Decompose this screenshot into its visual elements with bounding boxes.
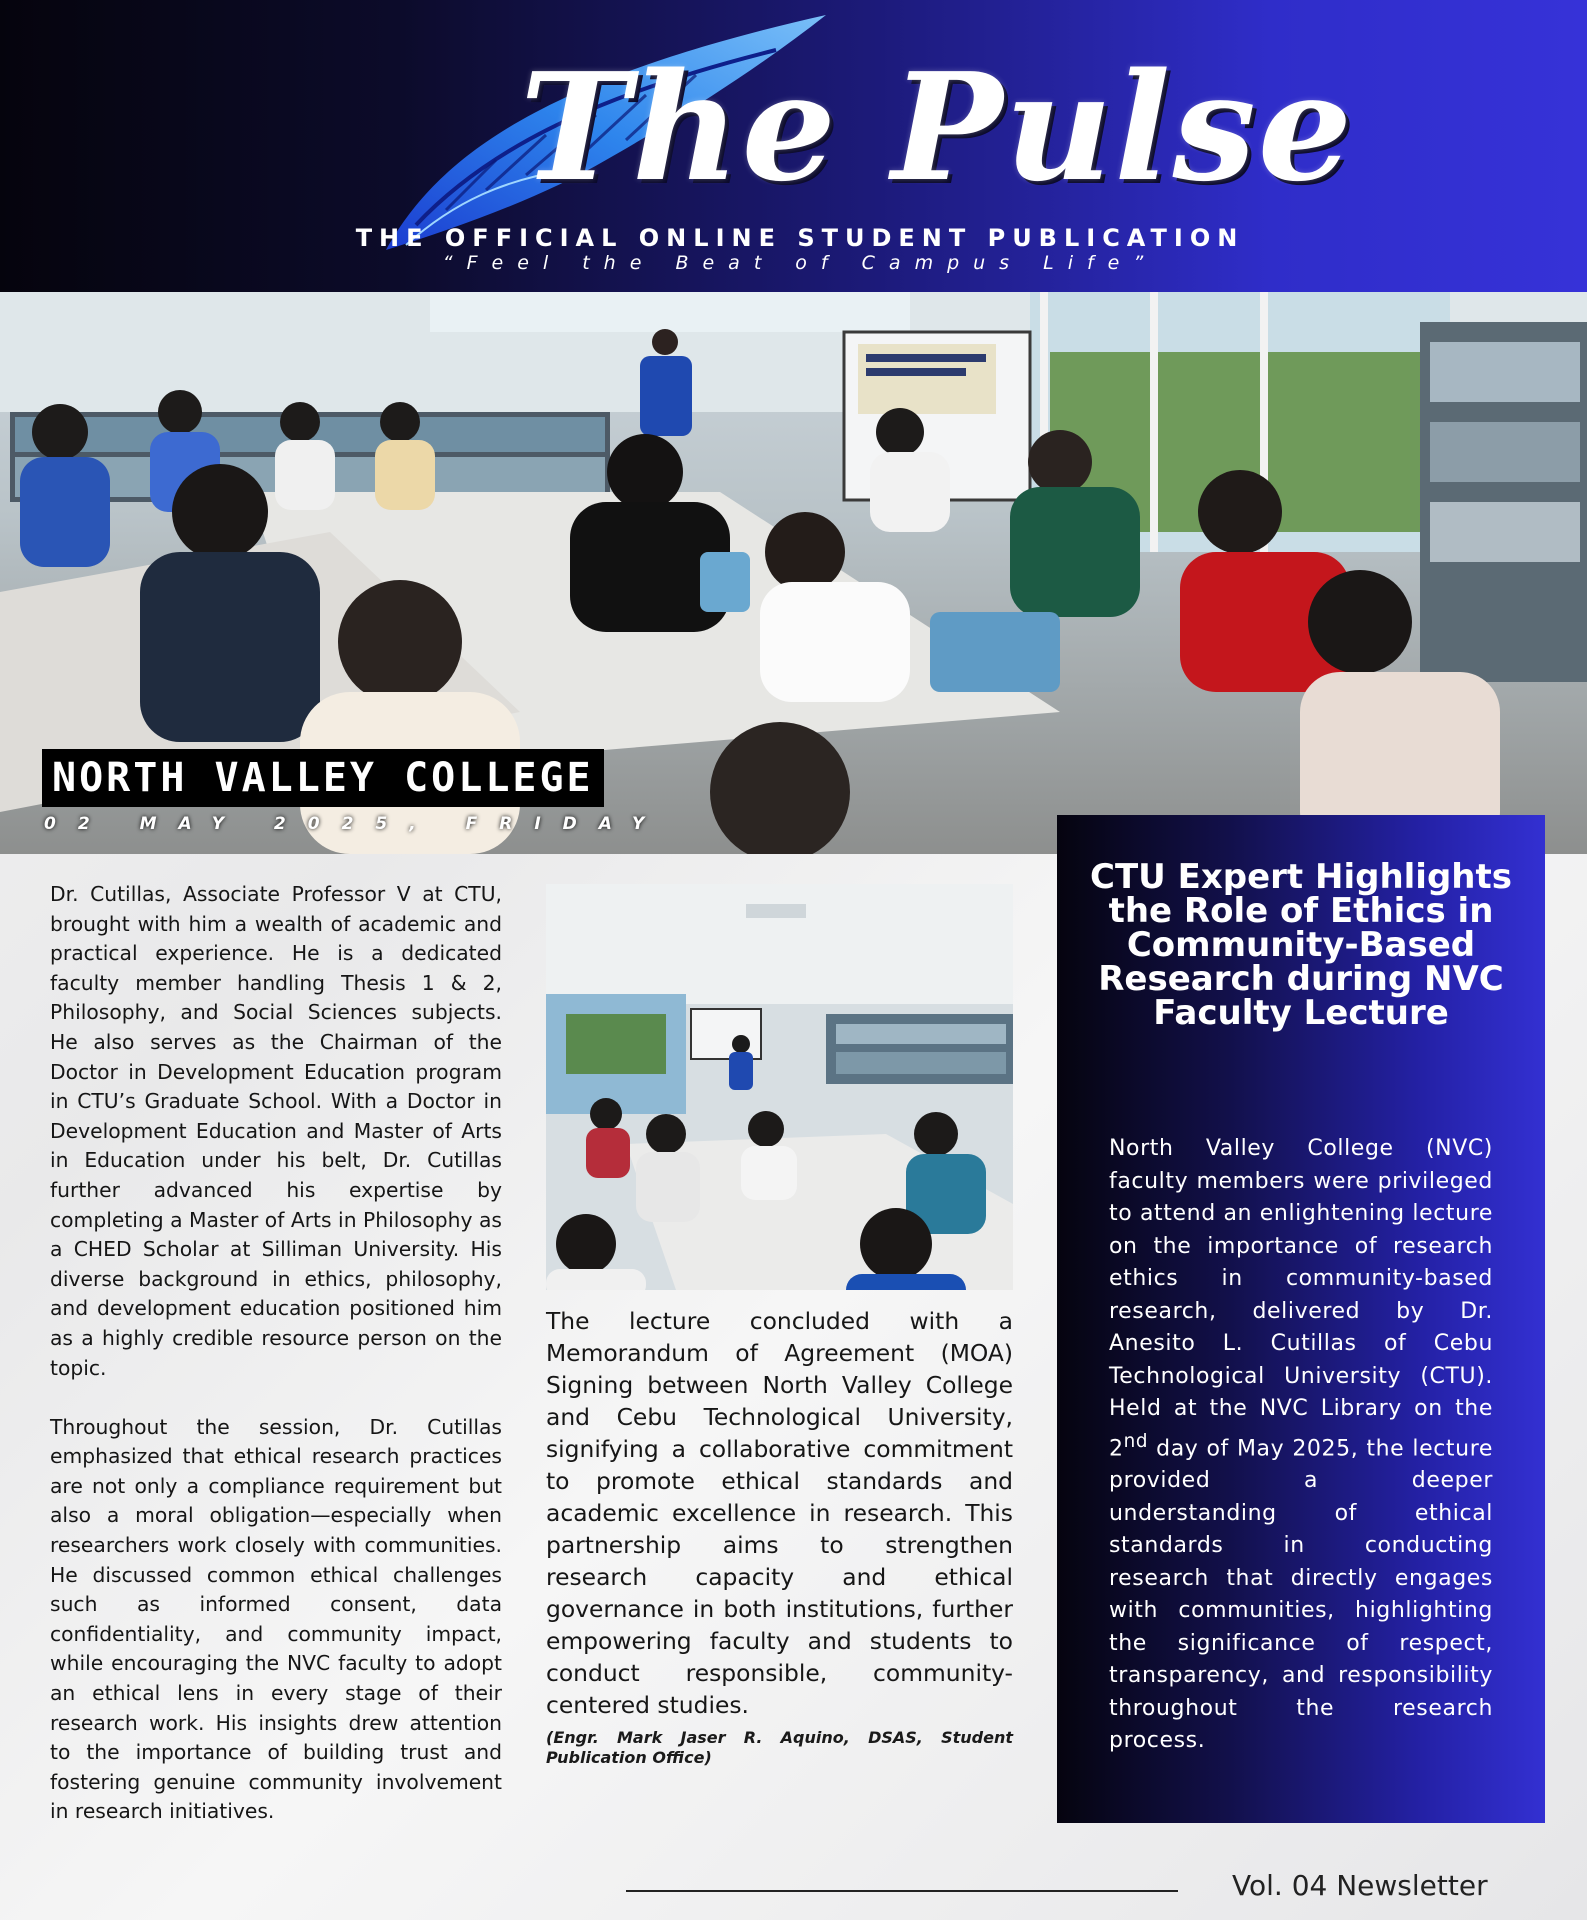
lead-text-after: day of May 2025, the lecture provided a deeper understanding of ethical standards in conducting research that directly engages with communities, highlighting the significance of respect, transparency, and responsibility throughout the research process. bbox=[1109, 1435, 1493, 1754]
publication-title: The Pulse bbox=[520, 40, 1355, 214]
article-column-left bbox=[50, 880, 502, 1857]
lead-ordinal-suffix: nd bbox=[1123, 1430, 1149, 1452]
hero-photo bbox=[0, 292, 1587, 854]
hero-date-label: 02 MAY 2025, FRIDAY bbox=[44, 814, 667, 834]
article-credit: (Engr. Mark Jaser R. Aquino, DSAS, Student Publication Office) bbox=[546, 1728, 1013, 1767]
footer-divider bbox=[626, 1890, 1178, 1892]
article-lead bbox=[1109, 1133, 1493, 1758]
article-paragraph-3: The lecture concluded with a Memorandum of Agreement (MOA) Signing between North Valley College and Cebu Technological University, signifying a collaborative commitment to promote ethical standards and academic excellence in research. This partnership aims to strengthen research capacity and ethical governance in both institutions, further empowering faculty and students to conduct responsible, community-centered studies. bbox=[546, 1307, 1013, 1719]
lead-text-before: North Valley College (NVC) faculty members were privileged to attend an enlightening lecture on the importance of research ethics in community-based research, delivered by Dr. Anesito L. Cutillas of Cebu Technological University (CTU). Held at the NVC Library on the 2 bbox=[1109, 1136, 1493, 1461]
publication-subtitle: THE OFFICIAL ONLINE STUDENT PUBLICATION bbox=[355, 224, 1245, 252]
masthead bbox=[0, 0, 1587, 292]
article-paragraph-2: Throughout the session, Dr. Cutillas emphasized that ethical research practices are not only a compliance requirement but also a moral obligation—especially when researchers work closely with communities. He discussed common ethical challenges such as informed consent, data confidentiality, and community impact, while encouraging the NVC faculty to adopt an ethical lens in every stage of their research work. His insights drew attention to the importance of building trust and fostering genuine community involvement in research initiatives. bbox=[50, 1414, 502, 1824]
inset-photo-illustration bbox=[546, 884, 1013, 1290]
publication-tagline: “Feel the Beat of Campus Life” bbox=[442, 252, 1158, 274]
inset-photo bbox=[546, 884, 1013, 1290]
article-paragraph-1: Dr. Cutillas, Associate Professor V at CTU, brought with him a wealth of academic and practical experience. He is a dedicated faculty member handling Thesis 1 & 2, Philosophy, and Social Sciences subjects. He also serves as the Chairman of the Doctor in Development Education program in CTU’s Graduate School. With a Doctor in Development Education and Master of Arts in Education under his belt, Dr. Cutillas further advanced his expertise by completing a Master of Arts in Philosophy as a CHED Scholar at Silliman University. His diverse background in ethics, philosophy, and development education positioned him as a highly credible resource person on the topic. bbox=[50, 882, 502, 1380]
article-headline: CTU Expert Highlights the Role of Ethics in Community-Based Research during NVC Faculty Lecture bbox=[1090, 857, 1512, 1033]
hero-school-label: NORTH VALLEY COLLEGE bbox=[42, 749, 604, 807]
footer-volume: Vol. 04 Newsletter bbox=[1232, 1869, 1488, 1902]
